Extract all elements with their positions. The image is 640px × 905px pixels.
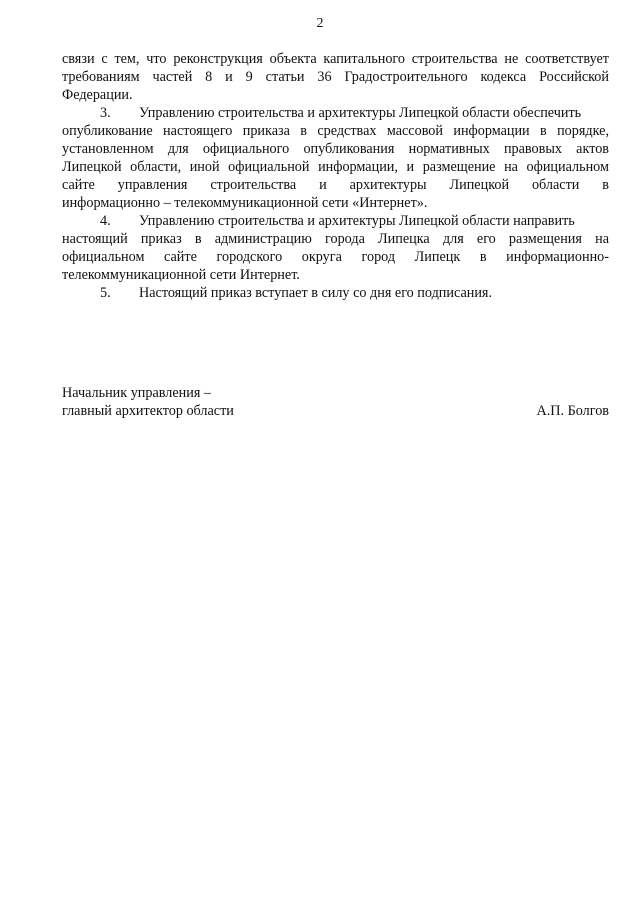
signature-row	[62, 402, 609, 420]
body-line: Настоящий приказ вступает в силу со дня его подписания.	[139, 285, 493, 301]
document-body	[62, 50, 609, 302]
body-line: связи с тем, что реконструкция объекта капитального строительства не соответствует	[62, 51, 609, 67]
signer-title-line-1: Начальник управления –	[62, 385, 212, 401]
body-line: Управлению строительства и архитектуры Липецкой области обеспечить	[139, 105, 582, 121]
body-line: телекоммуникационной сети Интернет.	[62, 267, 300, 283]
body-line: опубликование настоящего приказа в средствах массовой информации в порядке,	[62, 123, 609, 139]
body-line: Федерации.	[62, 87, 133, 103]
body-line: требованиям частей 8 и 9 статьи 36 Градостроительного кодекса Российской	[62, 69, 609, 85]
body-line: сайте управления строительства и архитектуры Липецкой области в	[62, 177, 609, 193]
paragraph-number: 4.	[100, 213, 111, 229]
signer-title-line-2: главный архитектор области	[62, 403, 234, 419]
body-line: настоящий приказ в администрацию города Липецка для его размещения на	[62, 231, 609, 247]
body-line: Липецкой области, иной официальной информации, и размещение на официальном	[62, 159, 609, 175]
body-line: официальном сайте городского округа город Липецк в информационно-	[62, 249, 609, 265]
signer-name: А.П. Болгов	[536, 403, 609, 419]
paragraph-4-first-line	[62, 212, 609, 230]
body-line: установленном для официального опубликования нормативных правовых актов	[62, 141, 609, 157]
paragraph-3-first-line	[62, 104, 609, 122]
body-line: Управлению строительства и архитектуры Липецкой области направить	[139, 213, 575, 229]
signature-row	[62, 384, 609, 402]
paragraph-5-first-line	[62, 284, 609, 302]
signature-block	[62, 384, 609, 420]
body-line: информационно – телекоммуникационной сети «Интернет».	[62, 195, 428, 211]
paragraph-number: 5.	[100, 285, 111, 301]
paragraph-number: 3.	[100, 105, 111, 121]
page-number: 2	[316, 16, 324, 31]
